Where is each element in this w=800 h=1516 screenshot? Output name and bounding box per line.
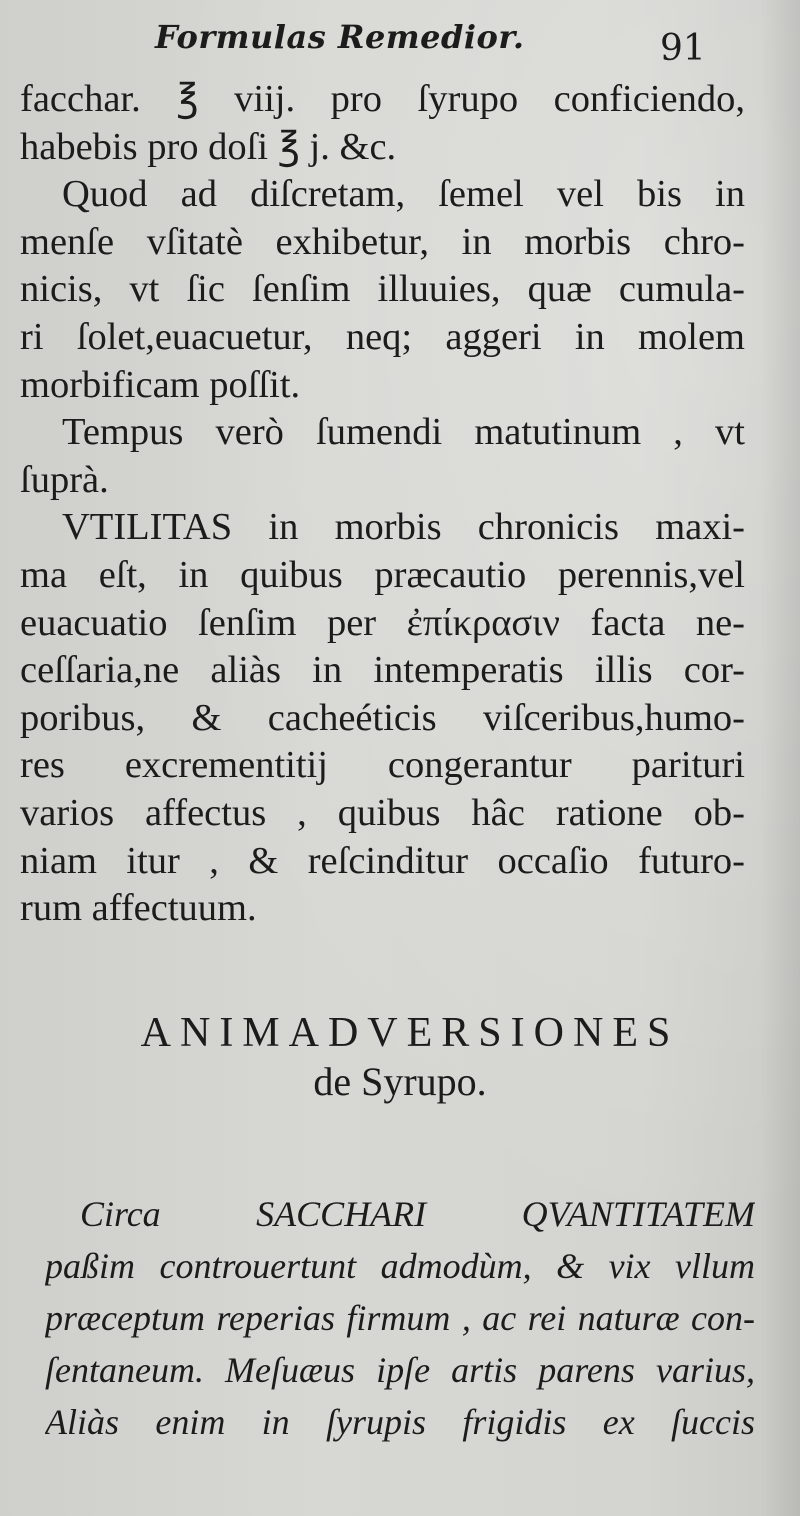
text-line: menſe vſitatè exhibetur, in morbis chro- [20,220,745,263]
text-line: facchar. ℥ viij. pro ſyrupo conficiendo, [20,78,745,120]
section-subheading: de Syrupo. [313,1059,487,1104]
italic-line: paßim controuertunt admodùm, & vix vllum [45,1246,755,1286]
italic-line: ſentaneum. Meſuæus ipſe artis parens varius, [45,1350,755,1390]
italic-line: Aliàs enim in ſyrupis frigidis ex ſuccis [45,1402,755,1442]
text-line: poribus, & cacheéticis viſceribus,humo- [20,696,745,739]
running-title: Formulas Remedior. [155,18,525,56]
text-line: ſuprà. [20,458,109,501]
section-heading-block [0,1006,800,1104]
text-line: niam itur , & reſcinditur occaſio futuro- [20,839,745,882]
page-number: 91 [660,28,706,69]
italic-paragraph [45,1188,755,1448]
text-line: varios affectus , quibus hâc ratione ob- [20,791,745,834]
text-line: Quod ad diſcretam, ſemel vel bis in [62,173,745,216]
text-line: Tempus verò ſumendi matutinum , vt [62,411,745,454]
text-line: habebis pro doſi ℥ j. &c. [20,125,397,168]
text-line: nicis, vt ſic ſenſim illuuies, quæ cumula- [20,268,745,311]
text-line: morbificam poſſit. [20,363,301,406]
section-heading: ANIMADVERSIONES [140,1010,680,1056]
text-line: euacuatio ſenſim per ἐπίκρασιν facta ne- [20,601,745,644]
text-line: ceſſaria,ne aliàs in intemperatis illis cor- [20,649,745,692]
text-line: ma eſt, in quibus præcautio perennis,vel [20,553,745,596]
page-header [0,18,800,78]
body-text [20,76,745,933]
italic-line: præceptum reperias firmum , ac rei naturæ con- [45,1298,755,1338]
text-line: rum affectuum. [20,887,257,930]
text-line: ri ſolet,euacuetur, neq; aggeri in molem [20,315,745,358]
text-line: res excrementitij congerantur parituri [20,744,745,787]
text-line: VTILITAS in morbis chronicis maxi- [62,506,745,549]
italic-line: Circa SACCHARI QVANTITATEM [80,1194,755,1234]
